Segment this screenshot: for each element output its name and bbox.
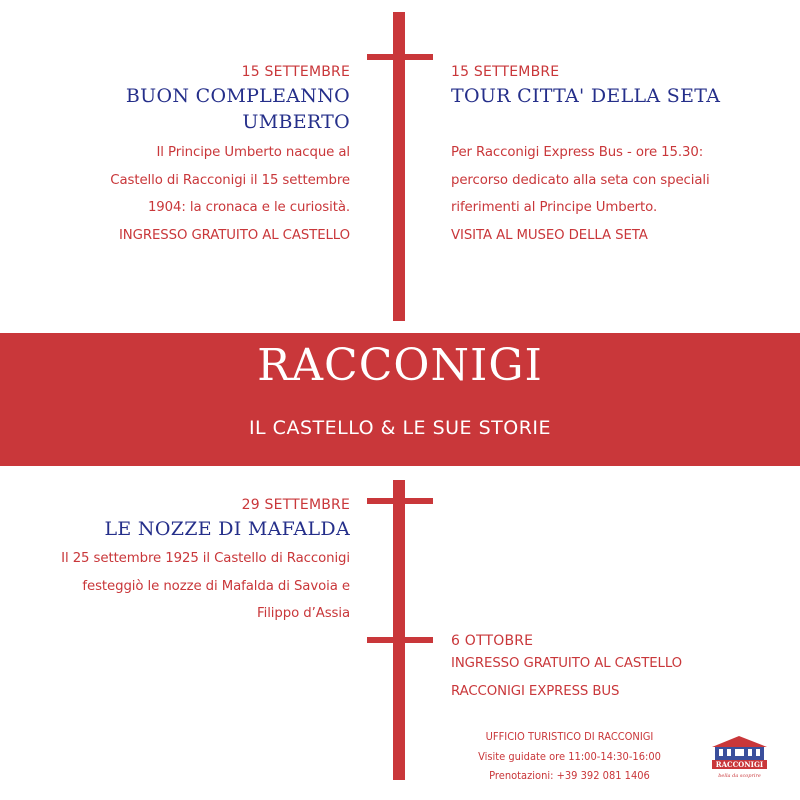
event-date: 6 OTTOBRE	[451, 633, 534, 649]
event-date: 15 SETTEMBRE	[241, 64, 350, 80]
office-hours: Visite guidate ore 11:00-14:30-16:00	[478, 749, 661, 763]
event-silk-tour	[451, 63, 771, 249]
event-description: Per Racconigi Express Bus - ore 15.30: percorso dedicato alla seta con speciali riferimenti al Principe Umberto. VISITA AL MUSEO DELLA SETA	[451, 145, 710, 243]
racconigi-logo	[708, 733, 771, 781]
event-title: TOUR CITTA' DELLA SETA	[451, 85, 721, 107]
timeline-top-crossbar	[367, 54, 433, 60]
timeline-bottom-crossbar-1	[367, 498, 433, 504]
timeline-bottom-vertical	[393, 480, 405, 780]
event-october-6	[451, 632, 771, 705]
logo-tagline: bella da scoprire	[718, 773, 761, 779]
tourist-office-info	[462, 727, 677, 786]
event-description: Il 25 settembre 1925 il Castello di Racconigi festeggiò le nozze di Mafalda di Savoia e Filippo d’Assia	[61, 551, 350, 621]
event-mafalda-wedding	[20, 496, 350, 628]
event-date: 15 SETTEMBRE	[451, 64, 560, 80]
event-title: BUON COMPLEANNO UMBERTO	[125, 85, 350, 133]
title-banner	[0, 333, 800, 466]
event-title: LE NOZZE DI MAFALDA	[104, 518, 350, 540]
event-description: Il Principe Umberto nacque al Castello di Racconigi il 15 settembre 1904: la cronaca e le curiosità. INGRESSO GRATUITO AL CASTELLO	[110, 145, 350, 243]
event-description: INGRESSO GRATUITO AL CASTELLO RACCONIGI EXPRESS BUS	[451, 656, 683, 699]
office-name: UFFICIO TURISTICO DI RACCONIGI	[485, 730, 654, 743]
logo-name: RACCONIGI	[715, 760, 764, 770]
office-phone: Prenotazioni: +39 392 081 1406	[489, 769, 650, 782]
event-umberto-birthday	[30, 63, 350, 249]
event-date: 29 SETTEMBRE	[241, 497, 350, 513]
banner-subtitle: IL CASTELLO & LE SUE STORIE	[248, 417, 552, 439]
logo-roof	[712, 736, 767, 747]
banner-title: RACCONIGI	[257, 340, 543, 391]
timeline-bottom-crossbar-2	[367, 637, 433, 643]
